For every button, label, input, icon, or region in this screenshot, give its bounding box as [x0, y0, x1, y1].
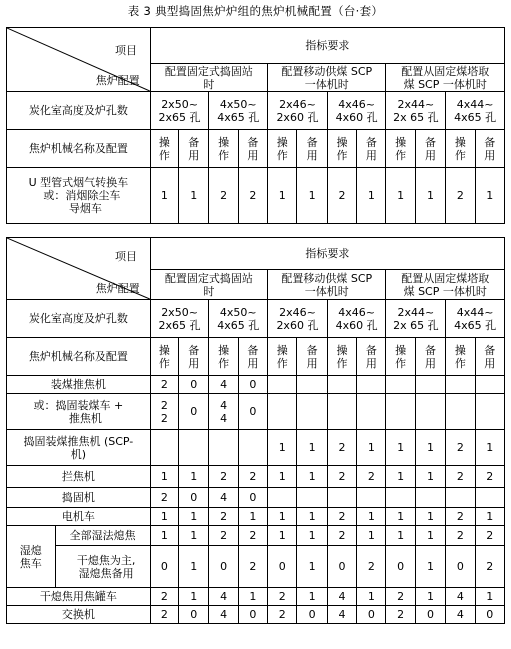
- value-cell: 0: [357, 606, 386, 624]
- value-cell: 1: [297, 430, 327, 466]
- value-cell: 1: [238, 508, 267, 526]
- operate-header: 操 作: [268, 338, 297, 376]
- value-cell: 2: [238, 546, 267, 588]
- value-cell: 1: [357, 168, 386, 224]
- value-cell: 4: [327, 606, 356, 624]
- value-cell: 1: [268, 168, 297, 224]
- value-cell: 1: [415, 546, 445, 588]
- table-row: [7, 546, 505, 588]
- value-cell: [327, 394, 356, 430]
- table-row: [7, 394, 505, 430]
- value-cell: 2 2: [150, 394, 178, 430]
- row-name: 交换机: [7, 606, 151, 624]
- value-cell: 2: [386, 588, 415, 606]
- value-cell: 2: [209, 508, 238, 526]
- value-cell: 2: [209, 526, 238, 546]
- operate-header: 操 作: [327, 338, 356, 376]
- value-cell: 2: [446, 430, 475, 466]
- value-cell: 0: [238, 376, 267, 394]
- mechanism-table-1: [6, 27, 505, 224]
- value-cell: 1: [475, 430, 504, 466]
- value-cell: [297, 394, 327, 430]
- header-diagonal-cell: [7, 28, 151, 92]
- value-cell: 4: [446, 606, 475, 624]
- operate-header: 操 作: [446, 130, 475, 168]
- spare-header: 备 用: [415, 130, 445, 168]
- value-cell: 0: [415, 606, 445, 624]
- value-cell: [357, 394, 386, 430]
- value-cell: [179, 430, 209, 466]
- spare-header: 备 用: [357, 338, 386, 376]
- value-cell: 2: [150, 606, 178, 624]
- value-cell: 1: [357, 430, 386, 466]
- mech-label: 焦炉机械名称及配置: [7, 130, 151, 168]
- height-cell: 4x44~ 4x65 孔: [446, 300, 505, 338]
- value-cell: 1: [415, 526, 445, 546]
- operate-header: 操 作: [446, 338, 475, 376]
- header-item-label: 项目: [115, 250, 137, 263]
- header-config-label: 焦炉配置: [95, 74, 140, 87]
- row-name: U 型管式烟气转换车 或：消烟除尘车 导烟车: [7, 168, 151, 224]
- spare-header: 备 用: [238, 338, 267, 376]
- mech-label: 焦炉机械名称及配置: [7, 338, 151, 376]
- value-cell: 4: [327, 588, 356, 606]
- value-cell: [475, 488, 504, 508]
- value-cell: 1: [357, 526, 386, 546]
- spare-header: 备 用: [297, 338, 327, 376]
- spare-header: 备 用: [475, 130, 504, 168]
- height-label: 炭化室高度及炉孔数: [7, 92, 151, 130]
- value-cell: 0: [475, 606, 504, 624]
- value-cell: 1: [415, 508, 445, 526]
- spare-header: 备 用: [297, 130, 327, 168]
- value-cell: 2: [238, 168, 267, 224]
- value-cell: 1: [386, 168, 415, 224]
- spare-header: 备 用: [179, 338, 209, 376]
- operate-header: 操 作: [209, 338, 238, 376]
- value-cell: 1: [475, 168, 504, 224]
- height-row: [7, 92, 505, 130]
- value-cell: 1: [297, 508, 327, 526]
- group-tower-scp: 配置从固定煤塔取 煤 SCP 一体机时: [386, 64, 505, 92]
- value-cell: 2: [327, 526, 356, 546]
- table-row: [7, 606, 505, 624]
- value-cell: 1: [268, 466, 297, 488]
- value-cell: 2: [268, 606, 297, 624]
- spare-header: 备 用: [415, 338, 445, 376]
- value-cell: 0: [179, 376, 209, 394]
- value-cell: [446, 488, 475, 508]
- value-cell: 1: [357, 588, 386, 606]
- value-cell: 1: [297, 526, 327, 546]
- value-cell: 4: [446, 588, 475, 606]
- value-cell: 2: [327, 168, 356, 224]
- group-fixed-station: 配置固定式捣固站 时: [150, 270, 267, 300]
- table-row: [7, 430, 505, 466]
- group-fixed-station: 配置固定式捣固站 时: [150, 64, 267, 92]
- header-config-label: 焦炉配置: [95, 282, 140, 295]
- value-cell: [386, 376, 415, 394]
- value-cell: 2: [357, 466, 386, 488]
- row-name: 干熄焦为主, 湿熄焦备用: [55, 546, 150, 588]
- group-mobile-scp: 配置移动供煤 SCP 一体机时: [268, 270, 386, 300]
- value-cell: 1: [179, 466, 209, 488]
- row-name: 电机车: [7, 508, 151, 526]
- value-cell: 1: [415, 466, 445, 488]
- value-cell: 1: [386, 430, 415, 466]
- value-cell: 2: [446, 526, 475, 546]
- group-mobile-scp: 配置移动供煤 SCP 一体机时: [268, 64, 386, 92]
- height-row: [7, 300, 505, 338]
- value-cell: [446, 394, 475, 430]
- height-cell: 2x44~ 2x 65 孔: [386, 300, 446, 338]
- value-cell: 1: [475, 508, 504, 526]
- header-indicator: 指标要求: [150, 238, 504, 270]
- value-cell: [386, 488, 415, 508]
- header-indicator: 指标要求: [150, 28, 504, 64]
- value-cell: 1: [238, 588, 267, 606]
- value-cell: [297, 488, 327, 508]
- table-row: [7, 466, 505, 488]
- value-cell: 4 4: [209, 394, 238, 430]
- value-cell: 1: [268, 508, 297, 526]
- value-cell: 1: [268, 526, 297, 546]
- spare-header: 备 用: [238, 130, 267, 168]
- value-cell: 1: [179, 526, 209, 546]
- mechanism-table-2: [6, 237, 505, 624]
- value-cell: [268, 394, 297, 430]
- value-cell: 1: [150, 508, 178, 526]
- row-name: 捣固装煤推焦机 (SCP- 机): [7, 430, 151, 466]
- value-cell: 2: [475, 546, 504, 588]
- value-cell: 1: [357, 508, 386, 526]
- value-cell: 0: [297, 606, 327, 624]
- value-cell: 1: [297, 466, 327, 488]
- header-item-label: 项目: [115, 44, 137, 57]
- value-cell: 0: [150, 546, 178, 588]
- value-cell: 1: [179, 508, 209, 526]
- value-cell: 1: [268, 430, 297, 466]
- row-name: 干熄焦用焦罐车: [7, 588, 151, 606]
- row-name: 捣固机: [7, 488, 151, 508]
- value-cell: 0: [386, 546, 415, 588]
- operate-header: 操 作: [150, 338, 178, 376]
- value-cell: [415, 488, 445, 508]
- value-cell: [357, 488, 386, 508]
- value-cell: 0: [179, 606, 209, 624]
- value-cell: 2: [446, 168, 475, 224]
- value-cell: 0: [446, 546, 475, 588]
- value-cell: 0: [179, 394, 209, 430]
- value-cell: 4: [209, 376, 238, 394]
- value-cell: 2: [209, 168, 238, 224]
- value-cell: 4: [209, 606, 238, 624]
- value-cell: 2: [386, 606, 415, 624]
- height-cell: 4x46~ 4x60 孔: [327, 300, 386, 338]
- value-cell: 2: [150, 588, 178, 606]
- value-cell: 1: [297, 588, 327, 606]
- table-row: [7, 508, 505, 526]
- value-cell: [297, 376, 327, 394]
- value-cell: 0: [209, 546, 238, 588]
- value-cell: [415, 376, 445, 394]
- height-cell: 2x46~ 2x60 孔: [268, 92, 328, 130]
- value-cell: 0: [327, 546, 356, 588]
- height-cell: 2x46~ 2x60 孔: [268, 300, 328, 338]
- value-cell: 2: [357, 546, 386, 588]
- value-cell: 4: [209, 588, 238, 606]
- value-cell: 1: [475, 588, 504, 606]
- value-cell: 2: [150, 376, 178, 394]
- value-cell: [446, 376, 475, 394]
- value-cell: [209, 430, 238, 466]
- operate-header: 操 作: [150, 130, 178, 168]
- value-cell: 0: [238, 394, 267, 430]
- operate-header: 操 作: [209, 130, 238, 168]
- value-cell: [415, 394, 445, 430]
- group-tower-scp: 配置从固定煤塔取 煤 SCP 一体机时: [386, 270, 505, 300]
- table-row: [7, 488, 505, 508]
- table-row: [7, 526, 505, 546]
- op-spare-row: [7, 130, 505, 168]
- row-name: 全部湿法熄焦: [55, 526, 150, 546]
- value-cell: 1: [415, 168, 445, 224]
- height-cell: 4x46~ 4x60 孔: [327, 92, 386, 130]
- table-row: [7, 588, 505, 606]
- operate-header: 操 作: [386, 130, 415, 168]
- header-diagonal-cell: [7, 238, 151, 300]
- value-cell: 2: [446, 466, 475, 488]
- value-cell: 0: [238, 488, 267, 508]
- value-cell: 2: [327, 430, 356, 466]
- value-cell: [475, 394, 504, 430]
- quench-car-label: 湿熄 焦车: [7, 526, 56, 588]
- operate-header: 操 作: [268, 130, 297, 168]
- value-cell: [327, 488, 356, 508]
- value-cell: 1: [150, 466, 178, 488]
- value-cell: [357, 376, 386, 394]
- table-caption: 表 3 典型捣固焦炉炉组的焦炉机械配置（台·套）: [127, 4, 384, 18]
- value-cell: 2: [327, 466, 356, 488]
- value-cell: 1: [150, 526, 178, 546]
- value-cell: 2: [150, 488, 178, 508]
- height-cell: 4x50~ 4x65 孔: [209, 300, 268, 338]
- spare-header: 备 用: [357, 130, 386, 168]
- height-cell: 2x44~ 2x 65 孔: [386, 92, 446, 130]
- op-spare-row: [7, 338, 505, 376]
- value-cell: 2: [238, 466, 267, 488]
- value-cell: 1: [297, 168, 327, 224]
- height-cell: 2x50~ 2x65 孔: [150, 300, 209, 338]
- value-cell: 1: [297, 546, 327, 588]
- value-cell: [386, 394, 415, 430]
- value-cell: 1: [386, 526, 415, 546]
- value-cell: [327, 376, 356, 394]
- height-label: 炭化室高度及炉孔数: [7, 300, 151, 338]
- operate-header: 操 作: [327, 130, 356, 168]
- value-cell: 1: [179, 588, 209, 606]
- value-cell: [238, 430, 267, 466]
- value-cell: 0: [268, 546, 297, 588]
- spare-header: 备 用: [475, 338, 504, 376]
- value-cell: [268, 488, 297, 508]
- value-cell: 1: [150, 168, 178, 224]
- height-cell: 4x50~ 4x65 孔: [209, 92, 268, 130]
- value-cell: 2: [327, 508, 356, 526]
- value-cell: 4: [209, 488, 238, 508]
- value-cell: 1: [386, 466, 415, 488]
- table-row: [7, 168, 505, 224]
- value-cell: 0: [238, 606, 267, 624]
- value-cell: 2: [209, 466, 238, 488]
- value-cell: [475, 376, 504, 394]
- value-cell: 1: [179, 168, 209, 224]
- value-cell: 2: [446, 508, 475, 526]
- operate-header: 操 作: [386, 338, 415, 376]
- row-name: 装煤推焦机: [7, 376, 151, 394]
- height-cell: 4x44~ 4x65 孔: [446, 92, 505, 130]
- value-cell: 1: [415, 430, 445, 466]
- height-cell: 2x50~ 2x65 孔: [150, 92, 209, 130]
- row-name: 拦焦机: [7, 466, 151, 488]
- value-cell: 2: [475, 466, 504, 488]
- value-cell: 1: [415, 588, 445, 606]
- spare-header: 备 用: [179, 130, 209, 168]
- value-cell: 2: [268, 588, 297, 606]
- value-cell: 1: [179, 546, 209, 588]
- value-cell: 0: [179, 488, 209, 508]
- row-name: 或：捣固装煤车 + 推焦机: [7, 394, 151, 430]
- value-cell: 2: [475, 526, 504, 546]
- value-cell: [268, 376, 297, 394]
- value-cell: [150, 430, 178, 466]
- value-cell: 1: [386, 508, 415, 526]
- value-cell: 2: [238, 526, 267, 546]
- table-row: [7, 376, 505, 394]
